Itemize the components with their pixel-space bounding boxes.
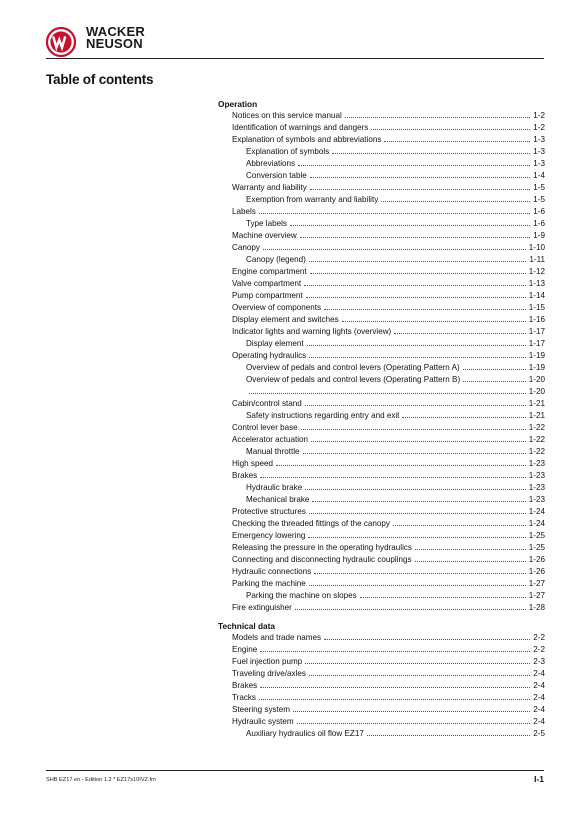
toc-entry[interactable] <box>218 680 545 692</box>
toc-leader-dots <box>276 459 526 466</box>
page-title: Table of contents <box>46 72 154 87</box>
toc-entry-label: High speed <box>232 459 273 468</box>
toc-leader-dots <box>402 411 525 418</box>
toc-leader-dots <box>260 471 526 478</box>
toc-entry-page: 1-23 <box>528 483 545 492</box>
toc-leader-dots <box>463 363 526 370</box>
toc-leader-dots <box>298 159 530 166</box>
toc-leader-dots <box>259 207 530 214</box>
toc-entry[interactable] <box>218 422 545 434</box>
toc-entry[interactable] <box>218 170 545 182</box>
toc-leader-dots <box>309 669 530 676</box>
toc-leader-dots <box>301 423 526 430</box>
toc-entry-page: 1-13 <box>528 279 545 288</box>
toc-entry-label: Machine overview <box>232 231 297 240</box>
toc-entry-label: Warranty and liability <box>232 183 307 192</box>
toc-entry-page: 1-27 <box>528 579 545 588</box>
table-of-contents <box>218 98 545 740</box>
toc-entry-page: 1-17 <box>528 327 545 336</box>
toc-leader-dots <box>345 111 531 118</box>
toc-entry-label: Display element <box>246 339 304 348</box>
toc-entry[interactable] <box>218 716 545 728</box>
toc-leader-dots <box>371 123 530 130</box>
toc-entry-page: 1-9 <box>533 231 545 240</box>
toc-entry-page: 2-4 <box>533 693 545 702</box>
toc-entry[interactable] <box>218 146 545 158</box>
toc-leader-dots <box>260 681 530 688</box>
brand-line-2: NEUSON <box>86 36 143 51</box>
toc-leader-dots <box>309 579 526 586</box>
toc-entry-page: 2-4 <box>533 681 545 690</box>
toc-entry-page: 1-23 <box>528 495 545 504</box>
toc-leader-dots <box>263 243 526 250</box>
toc-entry[interactable] <box>218 254 545 266</box>
toc-entry-page: 1-26 <box>528 555 545 564</box>
toc-leader-dots <box>249 387 526 394</box>
toc-entry-page: 1-5 <box>533 195 545 204</box>
toc-entry-label: Overview of pedals and control levers (Operating Pattern A) <box>246 363 460 372</box>
toc-section-heading: Technical data <box>218 621 276 631</box>
toc-entry-label: Explanation of symbols <box>246 147 330 156</box>
toc-leader-dots <box>310 183 530 190</box>
toc-leader-dots <box>306 291 526 298</box>
toc-entry-label: Brakes <box>232 471 258 480</box>
toc-entry[interactable] <box>218 434 545 446</box>
toc-entry[interactable] <box>218 290 545 302</box>
toc-entry[interactable] <box>218 410 545 422</box>
toc-entry[interactable] <box>218 506 545 518</box>
toc-leader-dots <box>381 195 530 202</box>
toc-entry-page: 2-5 <box>533 729 545 738</box>
toc-entry-page: 1-19 <box>528 363 545 372</box>
toc-entry[interactable] <box>218 242 545 254</box>
toc-leader-dots <box>311 435 526 442</box>
toc-leader-dots <box>304 279 526 286</box>
toc-entry[interactable] <box>218 704 545 716</box>
toc-entry-label: Checking the threaded fittings of the canopy <box>232 519 390 528</box>
toc-entry-page: 1-17 <box>528 339 545 348</box>
toc-entry[interactable] <box>218 554 545 566</box>
toc-entry-label: Tracks <box>232 693 256 702</box>
toc-entry-label: Exemption from warranty and liability <box>246 195 379 204</box>
toc-entry-page: 2-3 <box>533 657 545 666</box>
toc-entry[interactable] <box>218 542 545 554</box>
toc-leader-dots <box>290 219 530 226</box>
toc-entry[interactable] <box>218 266 545 278</box>
toc-entry-label: Pump compartment <box>232 291 303 300</box>
toc-entry-page: 1-21 <box>528 411 545 420</box>
toc-leader-dots <box>415 543 526 550</box>
toc-entry-page: 1-23 <box>528 459 545 468</box>
header-divider <box>46 58 544 59</box>
toc-entry-label: Notices on this service manual <box>232 111 342 120</box>
toc-entry[interactable] <box>218 458 545 470</box>
toc-entry-label: Parking the machine <box>232 579 306 588</box>
toc-entry-page: 1-2 <box>533 123 545 132</box>
toc-entry[interactable] <box>218 566 545 578</box>
toc-entry-page: 1-4 <box>533 171 545 180</box>
toc-entry-label: Abbreviations <box>246 159 296 168</box>
toc-entry[interactable] <box>218 446 545 458</box>
toc-entry-page: 1-6 <box>533 219 545 228</box>
toc-entry-label: Hydraulic brake <box>246 483 303 492</box>
toc-entry[interactable] <box>218 482 545 494</box>
toc-leader-dots <box>360 591 526 598</box>
toc-entry-page: 2-4 <box>533 717 545 726</box>
toc-entry[interactable] <box>218 602 545 614</box>
toc-entry-label: Manual throttle <box>246 447 300 456</box>
toc-entry-label: Conversion table <box>246 171 307 180</box>
toc-entry[interactable] <box>218 518 545 530</box>
toc-entry-page: 1-25 <box>528 531 545 540</box>
toc-entry-label: Protective structures <box>232 507 306 516</box>
toc-entry-label: Overview of pedals and control levers (Operating Pattern B) <box>246 375 461 384</box>
toc-entry[interactable] <box>218 668 545 680</box>
footer-document-id: SHB EZ17 en - Edition 1.2 * EZ17s10IVZ.fm <box>46 777 156 783</box>
toc-leader-dots <box>293 705 530 712</box>
toc-entry-page: 1-20 <box>528 375 545 384</box>
brand-name <box>86 26 145 50</box>
toc-entry-page: 1-16 <box>528 315 545 324</box>
toc-entry-label: Connecting and disconnecting hydraulic couplings <box>232 555 412 564</box>
toc-entry-label: Hydraulic system <box>232 717 294 726</box>
toc-entry-label: Type labels <box>246 219 287 228</box>
toc-entry-page: 1-5 <box>533 183 545 192</box>
toc-entry-label: Models and trade names <box>232 633 322 642</box>
toc-entry[interactable] <box>218 122 545 134</box>
toc-leader-dots <box>297 717 531 724</box>
toc-entry-label: Fire extinguisher <box>232 603 292 612</box>
toc-leader-dots <box>314 567 526 574</box>
toc-entry-label: Hydraulic connections <box>232 567 312 576</box>
toc-entry[interactable] <box>218 374 545 386</box>
toc-leader-dots <box>310 171 531 178</box>
toc-leader-dots <box>305 657 530 664</box>
toc-entry[interactable] <box>218 314 545 326</box>
toc-leader-dots <box>307 339 526 346</box>
toc-leader-dots <box>308 531 525 538</box>
toc-entry[interactable] <box>218 278 545 290</box>
toc-entry-label: Operating hydraulics <box>232 351 307 360</box>
toc-leader-dots <box>260 645 530 652</box>
brand-line-1: WACKER <box>86 24 145 39</box>
toc-entry[interactable] <box>218 230 545 242</box>
toc-entry-page: 1-6 <box>533 207 545 216</box>
toc-entry-label: Accelerator actuation <box>232 435 309 444</box>
toc-entry[interactable] <box>218 590 545 602</box>
toc-entry-label: Display element and switches <box>232 315 339 324</box>
toc-entry[interactable] <box>218 530 545 542</box>
toc-entry-label: Parking the machine on slopes <box>246 591 357 600</box>
toc-entry-page: 1-22 <box>528 447 545 456</box>
toc-entry[interactable] <box>218 110 545 122</box>
toc-entry-label: Engine compartment <box>232 267 307 276</box>
toc-entry-page: 1-12 <box>528 267 545 276</box>
toc-entry-page: 2-4 <box>533 669 545 678</box>
toc-entry[interactable] <box>218 656 545 668</box>
toc-entry-page: 1-3 <box>533 135 545 144</box>
toc-entry[interactable] <box>218 182 545 194</box>
toc-entry-label: Safety instructions regarding entry and exit <box>246 411 400 420</box>
toc-entry-label: Emergency lowering <box>232 531 306 540</box>
footer-page-number: I-1 <box>534 774 544 784</box>
toc-leader-dots <box>312 495 525 502</box>
toc-entry-page: 1-24 <box>528 519 545 528</box>
toc-entry[interactable] <box>218 644 545 656</box>
toc-entry-label: Identification of warnings and dangers <box>232 123 369 132</box>
toc-entry-page: 1-27 <box>528 591 545 600</box>
toc-entry-label: Auxiliary hydraulics oil flow EZ17 <box>246 729 364 738</box>
toc-entry-label: Fuel injection pump <box>232 657 303 666</box>
toc-entry-label: Cabin/control stand <box>232 399 302 408</box>
toc-entry-page: 1-22 <box>528 423 545 432</box>
page-header <box>0 0 578 60</box>
toc-entry[interactable] <box>218 728 545 740</box>
toc-entry[interactable] <box>218 158 545 170</box>
toc-entry-page: 1-25 <box>528 543 545 552</box>
toc-leader-dots <box>310 267 526 274</box>
toc-entry[interactable] <box>218 350 545 362</box>
toc-leader-dots <box>394 327 526 334</box>
toc-entry-label: Labels <box>232 207 256 216</box>
toc-entry-label: Releasing the pressure in the operating hydraulics <box>232 543 412 552</box>
toc-leader-dots <box>384 135 530 142</box>
toc-entry-page: 1-14 <box>528 291 545 300</box>
footer-divider <box>46 770 544 771</box>
toc-entry-page: 1-3 <box>533 147 545 156</box>
toc-entry-label: Canopy (legend) <box>246 255 306 264</box>
toc-leader-dots <box>463 375 526 382</box>
toc-leader-dots <box>305 399 526 406</box>
toc-leader-dots <box>259 693 530 700</box>
toc-leader-dots <box>332 147 530 154</box>
toc-entry-page: 1-10 <box>528 243 545 252</box>
toc-entry-page: 2-2 <box>533 633 545 642</box>
wacker-neuson-logo-icon <box>46 27 76 57</box>
toc-entry-label: Explanation of symbols and abbreviations <box>232 135 382 144</box>
toc-entry-page: 1-24 <box>528 507 545 516</box>
toc-leader-dots <box>342 315 526 322</box>
toc-entry-label: Overview of components <box>232 303 322 312</box>
toc-leader-dots <box>367 729 530 736</box>
toc-entry[interactable] <box>218 134 545 146</box>
toc-entry-page: 1-15 <box>528 303 545 312</box>
toc-leader-dots <box>295 603 526 610</box>
toc-entry-label: Canopy <box>232 243 260 252</box>
toc-entry[interactable] <box>218 194 545 206</box>
toc-entry[interactable] <box>218 362 545 374</box>
toc-leader-dots <box>305 483 526 490</box>
toc-entry-label: Indicator lights and warning lights (overview) <box>232 327 392 336</box>
toc-entry[interactable] <box>218 578 545 590</box>
toc-leader-dots <box>324 633 530 640</box>
toc-entry-page: 1-28 <box>528 603 545 612</box>
toc-entry-page: 1-19 <box>528 351 545 360</box>
toc-entry-label: Steering system <box>232 705 291 714</box>
toc-section-heading: Operation <box>218 99 258 109</box>
toc-entry-page: 1-3 <box>533 159 545 168</box>
toc-entry-page: 1-26 <box>528 567 545 576</box>
toc-leader-dots <box>309 507 526 514</box>
toc-entry[interactable] <box>218 326 545 338</box>
toc-entry[interactable] <box>218 692 545 704</box>
toc-leader-dots <box>309 255 527 262</box>
toc-entry-page: 1-23 <box>528 471 545 480</box>
toc-entry[interactable] <box>218 302 545 314</box>
toc-entry-label: Engine <box>232 645 258 654</box>
toc-leader-dots <box>393 519 526 526</box>
toc-leader-dots <box>300 231 531 238</box>
toc-entry-page: 2-2 <box>533 645 545 654</box>
toc-entry[interactable] <box>218 338 545 350</box>
toc-leader-dots <box>324 303 526 310</box>
toc-entry[interactable] <box>218 398 545 410</box>
toc-leader-dots <box>309 351 526 358</box>
toc-entry[interactable] <box>218 386 545 398</box>
toc-entry[interactable] <box>218 470 545 482</box>
toc-entry[interactable] <box>218 218 545 230</box>
toc-entry-label: Brakes <box>232 681 258 690</box>
toc-entry[interactable] <box>218 632 545 644</box>
toc-entry-label: Traveling drive/axles <box>232 669 306 678</box>
toc-leader-dots <box>415 555 526 562</box>
toc-entry-page: 1-21 <box>528 399 545 408</box>
toc-entry-page: 1-11 <box>529 255 545 264</box>
toc-entry-label: Mechanical brake <box>246 495 310 504</box>
toc-entry-page: 1-20 <box>528 387 545 396</box>
toc-entry-label: Control lever base <box>232 423 298 432</box>
toc-leader-dots <box>303 447 526 454</box>
toc-entry-label: Valve compartment <box>232 279 302 288</box>
toc-entry[interactable] <box>218 494 545 506</box>
toc-entry[interactable] <box>218 206 545 218</box>
toc-entry-page: 1-22 <box>528 435 545 444</box>
toc-entry-page: 1-2 <box>533 111 545 120</box>
toc-entry-page: 2-4 <box>533 705 545 714</box>
